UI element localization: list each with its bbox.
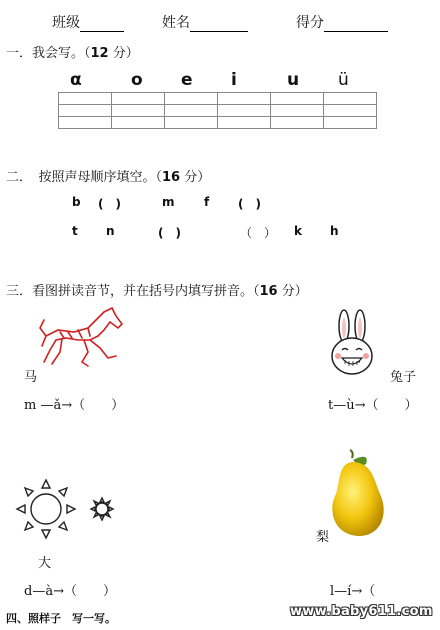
sun-formula[interactable]: d—à→（ ）: [24, 584, 116, 599]
score-label: 得分: [296, 15, 324, 31]
section4-title: 四、照样子 写一写。: [6, 612, 116, 625]
vowel-letter: ü: [338, 70, 349, 90]
class-label: 班级: [52, 15, 80, 31]
name-blank[interactable]: [190, 17, 248, 32]
horse-formula[interactable]: m —ǎ→（ ）: [24, 398, 125, 413]
sun-char: 大: [38, 556, 52, 571]
score-field: [296, 12, 388, 32]
vowel-letter: e: [181, 70, 193, 90]
vowel-letter: α: [70, 70, 82, 90]
pear-icon: [326, 448, 390, 540]
class-blank[interactable]: [80, 17, 124, 32]
pear-char: 梨: [316, 530, 330, 545]
rabbit-formula[interactable]: t—ù→（ ）: [328, 398, 418, 413]
writing-grid[interactable]: [58, 92, 377, 129]
blank-paren[interactable]: ( ): [238, 197, 261, 211]
initial-t: t: [72, 224, 78, 238]
initial-k: k: [294, 224, 302, 238]
vowel-letter: o: [131, 70, 143, 90]
section1-title: 一．我会写。（12 分）: [6, 46, 139, 61]
rabbit-icon: [326, 308, 378, 380]
pear-formula[interactable]: l—í→（: [330, 584, 376, 599]
blank-paren[interactable]: （ ）: [240, 226, 277, 240]
initial-m: m: [162, 195, 175, 209]
initial-b: b: [72, 195, 81, 209]
initial-n: n: [106, 224, 115, 238]
rabbit-char: 兔子: [390, 370, 417, 385]
horse-icon: [38, 306, 126, 370]
initial-f: f: [204, 195, 210, 209]
blank-paren[interactable]: ( ): [98, 197, 121, 211]
vowel-letter: i: [231, 70, 237, 90]
horse-char: 马: [24, 370, 38, 385]
section2-title: 二． 按照声母顺序填空。（16 分）: [6, 170, 211, 185]
initial-h: h: [330, 224, 339, 238]
sun-icon: [12, 474, 122, 544]
blank-paren[interactable]: ( ): [158, 226, 181, 240]
section3-title: 三．看图拼读音节，并在括号内填写拼音。（16 分）: [6, 284, 308, 299]
score-blank[interactable]: [324, 17, 388, 32]
vowel-letter: u: [287, 70, 300, 90]
class-field: [52, 12, 124, 32]
name-field: [162, 12, 248, 32]
name-label: 姓名: [162, 15, 190, 31]
watermark: www.baby611.com: [290, 604, 433, 619]
